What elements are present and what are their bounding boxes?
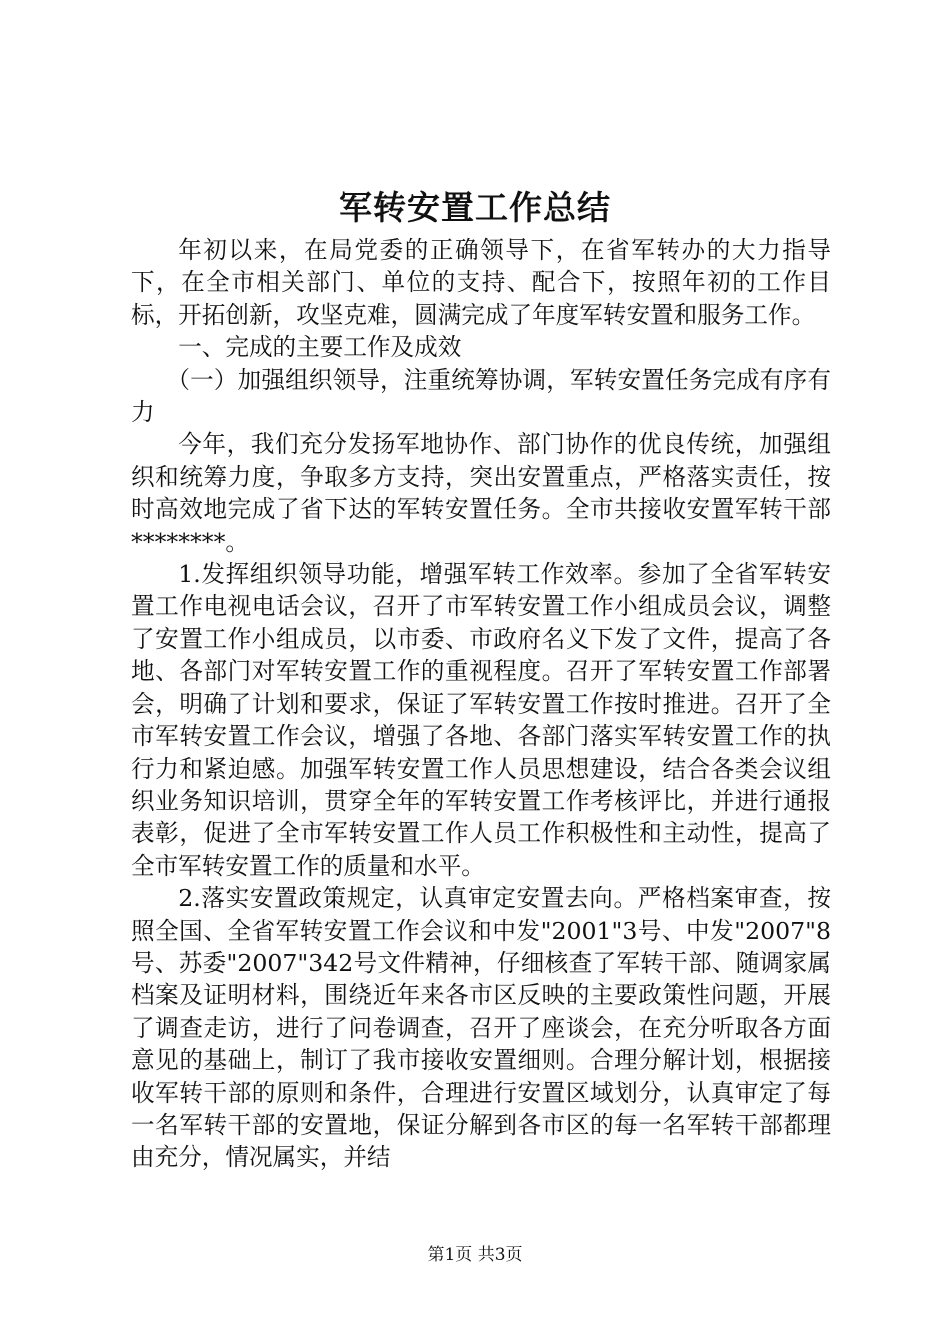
document-title: 军转安置工作总结 <box>339 188 611 227</box>
paragraph-item-2: 2.落实安置政策规定，认真审定安置去向。严格档案审查，按照全国、全省军转安置工作会议和中发"2001"3号、中发"2007"8号、苏委"2007"342号文件精神，仔细核查了军转干部、随调家属档案及证明材料，围绕近年来各市区反映的主要政策性问题，开展了调查走访，进行了问卷调查，召开了座谈会，在充分听取各方面意见的基础上，制订了我市接收安置细则。合理分解计划，根据接收军转干部的原则和条件，合理进行安置区域划分，认真审定了每一名军转干部的安置地，保证分解到各市区的每一名军转干部都理由充分，情况属实，并结 <box>131 884 831 1172</box>
paragraph-summary: 今年，我们充分发扬军地协作、部门协作的优良传统，加强组织和统筹力度，争取多方支持，突出安置重点，严格落实责任，按时高效地完成了省下达的军转安置任务。全市共接收安置军转干部********。 <box>131 430 831 556</box>
paragraph-item-1: 1.发挥组织领导功能，增强军转工作效率。参加了全省军转安置工作电视电话会议，召开了市军转安置工作小组成员会议，调整了安置工作小组成员，以市委、市政府名义下发了文件，提高了各地、各部门对军转安置工作的重视程度。召开了军转安置工作部署会，明确了计划和要求，保证了军转安置工作按时推进。召开了全市军转安置工作会议，增强了各地、各部门落实军转安置工作的执行力和紧迫感。加强军转安置工作人员思想建设，结合各类会议组织业务知识培训，贯穿全年的军转安置工作考核评比，并进行通报表彰，促进了全市军转安置工作人员工作积极性和主动性，提高了全市军转安置工作的质量和水平。 <box>131 560 831 880</box>
section-heading-1: 一、完成的主要工作及成效 <box>178 333 462 362</box>
paragraph-intro: 年初以来，在局党委的正确领导下，在省军转办的大力指导下，在全市相关部门、单位的支持、配合下，按照年初的工作目标，开拓创新，攻坚克难，圆满完成了年度军转安置和服务工作。 <box>131 236 831 329</box>
document-body <box>131 234 831 1174</box>
subsection-heading-1: （一）加强组织领导，注重统筹协调，军转安置任务完成有序有力 <box>131 365 831 427</box>
page-footer: 第1页 共3页 <box>427 1245 523 1265</box>
